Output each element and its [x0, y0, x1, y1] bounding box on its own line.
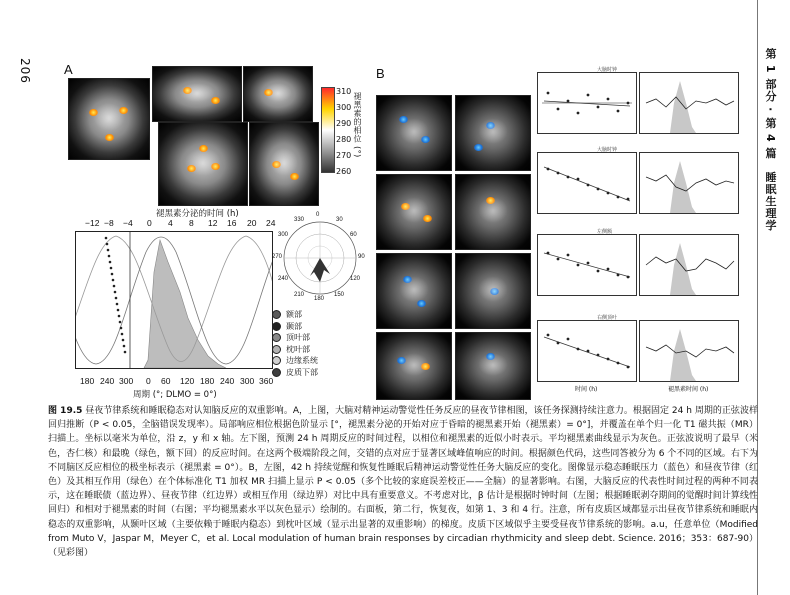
mri-axial-slice-a1	[68, 78, 150, 160]
legend-label: 顶叶部	[286, 333, 310, 343]
timing-bottom-tick: 300	[240, 376, 255, 386]
timing-top-tick: 20	[247, 218, 257, 228]
legend-label: 颞部	[286, 321, 302, 331]
polar-tick: 210	[294, 292, 305, 298]
timing-top-tick: 12	[208, 218, 218, 228]
running-header: 第 1 部分 · 第 4 篇 睡眠生理学	[764, 48, 777, 232]
timing-top-tick: −12	[85, 218, 100, 228]
legend-item	[272, 309, 318, 321]
timing-bottom-tick: 180	[80, 376, 95, 386]
timing-top-tick: 16	[227, 218, 237, 228]
panel-b-xlabel-right: 褪黑素时间 (h)	[668, 386, 709, 393]
panel-b-xlabel-left: 时间 (h)	[575, 386, 598, 393]
legend-label: 边缘系统	[286, 356, 318, 366]
timing-bottom-tick: 180	[200, 376, 215, 386]
timing-bottom-tick: 120	[180, 376, 195, 386]
melatonin-time-plot-row3	[639, 234, 739, 296]
colorbar-tick: 280	[336, 135, 352, 144]
legend-swatch	[272, 310, 281, 319]
melatonin-time-svg-row4	[640, 321, 738, 381]
timing-bottom-tick: 300	[119, 376, 134, 386]
timing-top-tick: 0	[147, 218, 152, 228]
mri-sagittal-slice-a2	[152, 66, 242, 122]
melatonin-time-plot-row1	[639, 72, 739, 134]
timing-top-tick: −8	[104, 218, 114, 228]
melatonin-time-svg-row1	[640, 73, 738, 133]
polar-tick: 30	[336, 217, 343, 223]
peak-response-points	[105, 237, 127, 354]
timing-top-tick: −4	[123, 218, 133, 228]
mri-b-row1-left	[376, 95, 452, 171]
mri-b-row2-right	[455, 174, 531, 250]
legend-item	[272, 367, 318, 379]
melatonin-time-svg-row2	[640, 153, 738, 213]
legend-label: 枕叶部	[286, 344, 310, 354]
legend-label: 额部	[286, 310, 302, 320]
polar-tick: 180	[314, 296, 325, 302]
mri-b-row2-left	[376, 174, 452, 250]
polar-tick: 90	[358, 254, 365, 260]
legend-swatch	[272, 345, 281, 354]
clock-time-svg-row1	[538, 73, 636, 133]
polar-tick: 270	[272, 254, 283, 260]
polar-tick: 240	[278, 276, 289, 282]
small-plot-title: 右侧顶叶	[597, 315, 618, 321]
polar-phase-plot	[270, 212, 370, 304]
page-number: 206	[18, 58, 32, 84]
polar-tick: 0	[316, 212, 320, 218]
mri-coronal-slice-a5	[249, 122, 319, 206]
legend-item	[272, 332, 318, 344]
clock-time-svg-row4	[538, 321, 636, 381]
timing-top-tick: 4	[168, 218, 173, 228]
colorbar-tick: 270	[336, 151, 352, 160]
panel-a-label: A	[64, 62, 73, 77]
mri-b-row1-right	[455, 95, 531, 171]
legend-label: 皮质下部	[286, 367, 318, 377]
melatonin-curve	[144, 240, 226, 368]
legend-swatch	[272, 322, 281, 331]
legend-swatch	[272, 333, 281, 342]
melatonin-time-plot-row2	[639, 152, 739, 214]
mri-b-row4-left	[376, 332, 452, 400]
clock-time-plot-row4	[537, 320, 637, 382]
colorbar-tick: 290	[336, 119, 352, 128]
small-plot-title: 大脑时钟	[597, 67, 618, 73]
melatonin-time-plot-row4	[639, 320, 739, 382]
figure-number: 图 19.5	[48, 406, 83, 416]
legend-swatch	[272, 368, 281, 377]
timing-xlabel: 周期 (°; DLMO = 0°)	[133, 390, 217, 400]
polar-tick: 120	[350, 276, 361, 282]
timing-bottom-tick: 60	[161, 376, 171, 386]
colorbar-title: 褪黑素的相位 (°)	[353, 92, 362, 158]
small-plot-title: 左侧额	[597, 229, 613, 235]
region-legend	[272, 309, 318, 378]
polar-tick: 300	[278, 232, 289, 238]
melatonin-time-svg-row3	[640, 235, 738, 295]
timing-bottom-tick: 0	[146, 376, 151, 386]
polar-phase-vectors	[310, 258, 330, 282]
polar-tick: 150	[334, 292, 345, 298]
legend-item	[272, 344, 318, 356]
clock-time-plot-row3	[537, 234, 637, 296]
response-timing-svg	[76, 232, 272, 368]
caption-text: 昼夜节律系统和睡眠稳态对认知脑反应的双重影响。A，上图，大脑对精神运动警觉性任务反应的昼夜节律相图，该任务探测持续注意力。根据固定 24 h 周期的正弦波样回归推断（P < 0.05，全脑错误发现率）。局部响应相位根据色阶显示 [°，褪黑素分泌的开始对应于昏暗的褪黑素开始（褪黑素）= 0°]，并覆盖在单个归一化 T1 磁共振（MR）扫描上。坐标以毫米为单位，沿 z，y 和 x 轴。左下图，预测 24 h 周期反应的时间过程，以相位和褪黑素的近似小时表示。平均褪黑素曲线显示为灰色。正弦波说明了最早（米色，杏仁核）和最晚（绿色，额下回）的反应时间。在这两个极端阶段之间，交错的点对应于显著区域峰值响应的时间。根据颜色代码，这些同答被分为 6 个不同的区域。右下为不同脑区反应相位的极坐标表示（褪黑素 = 0°）。B，左图，42 h 持续觉醒和恢复性睡眠后精神运动警觉性任务大脑反应的变化。图像显示稳态睡眠压力（蓝色）和昼夜节律（红色）及其相互作用（绿色）在个体标准化 T1 加权 MR 扫描上显示 P < 0.05（多个比较的家庭误差校正——全脑）的显著影响。右图，大脑反应的代表性时间过程的两种不同表示，这在睡眠债（蓝边界）、昼夜节律（红边界）或相互作用（绿边界）对比中具有重要意义。不考虑对比，β 估计是根据时钟时间（左图；根据睡眠剥夺期间的觉醒时间计算线性回归）和相对于褪黑素的时间（右图；平均褪黑素水平以灰色显示）绘制的。右面板，第二行，恢复夜，如第 1、3 和 4 行。注意，所有皮质区域都显示出昼夜节律系统和睡眠内稳态的双重影响，从颞叶区域（主要依赖于睡眠内稳态）到枕叶区域（显示出显著的双重影响）的梯度。皮质下区域似乎主要受昼夜节律系统的影响。a.u，任意单位（Modified from Muto V，Jaspar M，Meyer C，et al. Local modulation of human brain responses by circadian rhythmicity and sleep debt. Science. 2016；353：687-90）（见彩图）	[48, 406, 758, 559]
panel-b-label: B	[376, 66, 385, 81]
timing-plot-title: 褪黑素分泌的时间 (h)	[156, 209, 239, 219]
clock-time-svg-row2	[538, 153, 636, 213]
polar-tick: 330	[294, 217, 305, 223]
timing-bottom-tick: 240	[100, 376, 115, 386]
polar-tick: 60	[350, 232, 357, 238]
polar-phase-svg	[270, 212, 370, 304]
colorbar-tick: 300	[336, 103, 352, 112]
phase-colorbar	[321, 87, 335, 173]
clock-time-plot-row2	[537, 152, 637, 214]
legend-item	[272, 321, 318, 333]
mri-b-row3-left	[376, 253, 452, 329]
mri-coronal-slice-a4	[158, 122, 248, 206]
response-timing-plot	[75, 231, 273, 369]
timing-top-tick: 8	[189, 218, 194, 228]
small-plot-title: 大脑时钟	[597, 147, 618, 153]
legend-item	[272, 355, 318, 367]
legend-swatch	[272, 356, 281, 365]
timing-bottom-tick: 360	[259, 376, 274, 386]
mri-b-row3-right	[455, 253, 531, 329]
clock-time-svg-row3	[538, 235, 636, 295]
timing-bottom-tick: 240	[220, 376, 235, 386]
timing-top-tick: 24	[266, 218, 276, 228]
mri-b-row4-right	[455, 332, 531, 400]
colorbar-tick: 260	[336, 167, 352, 176]
colorbar-tick: 310	[336, 87, 352, 96]
figure-caption	[48, 404, 758, 560]
mri-sagittal-slice-a3	[243, 66, 313, 122]
clock-time-plot-row1	[537, 72, 637, 134]
